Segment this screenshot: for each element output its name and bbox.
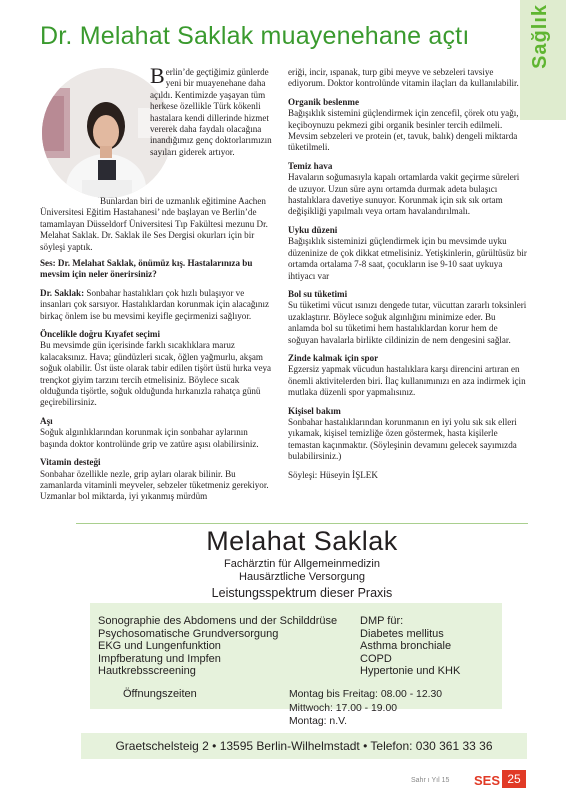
service-item: Psychosomatische Grundversorgung	[98, 627, 279, 640]
section-heading: Aşı	[40, 415, 53, 426]
ad-spectrum-heading: Leistungsspektrum dieser Praxis	[211, 586, 393, 600]
service-item: Hautkrebsscreening	[98, 665, 196, 678]
section-text: Bu mevsimde gün içerisinde farklı sıcaklıklara maruz kalacaksınız. Hava; gündüzleri sıcak, öğlen yağmurlu, akşam soğuk olabilir. Üst üste olarak tabir edilen tişört üstü hırka veya trençkot giyim tarzını tercih etmelisiniz. Böylece sıcak olduğunda tişörtle, soğuk olduğunda hırkanızla rahatça günü geçirebilirsiniz.	[40, 340, 272, 408]
left-column	[40, 258, 275, 510]
answer-text: Sonbahar hastalıkları çok hızlı bulaşıyor ve insanları çok sarsıyor. Hastalıklardan korunmak için alacağınız birkaç önlem ise bu mevsimi keyifle geçirmenizi sağlıyor.	[40, 287, 270, 321]
service-item: Sonographie des Abdomens und der Schilddrüse	[98, 615, 338, 627]
service-item: EKG und Lungenfunktion	[98, 640, 221, 653]
address-bar	[81, 733, 527, 759]
section-text: Su tüketimi vücut ısınızı dengede tutar, vücuttan zararlı toksinleri uzaklaştırır. Böylece soğuk algınlığını minimize eder. Bu anlamda bol su tüketimi hem hastalıklardan korur hem de soğuyan havalarla birlikte cildinizin de nem dengesini sağlar.	[288, 300, 527, 345]
intro-text: erlin’de geçtiğimiz günlerde yeni bir muayenehane daha açıldı. Kentimizde yaşayan tüm herkese özellikle Türk kökenli hastalara kendi dillerinde hizmet vererek daha faydalı olacağına inandığımız genç doktorlarımızın sayıları giderek artıyor.	[150, 67, 272, 157]
section-text: Egzersiz yapmak vücudun hastalıklara karşı direncini artıran en önemli aktivitelerden biri. İlaç kullanımınızı en aza indirmek için mutlaka düzenli spor yapmalısınız.	[288, 364, 526, 398]
section-heading: Organik beslenme	[288, 96, 359, 107]
service-item: DMP für:	[360, 615, 404, 627]
practice-address: Graetschelsteig 2 • 13595 Berlin-Wilhelmstadt • Telefon: 030 361 33 36	[115, 739, 493, 753]
section-heading: Zinde kalmak için spor	[288, 352, 379, 363]
section-heading: Uyku düzeni	[288, 224, 338, 235]
continuation-text: eriği, incir, ıspanak, turp gibi meyve ve sebzeleri tavsiye ediyorum. Doktor kontrolünde vitamin ilaçları da kullanılabilir.	[288, 67, 519, 89]
section-text: Bağışıklık sistemini güçlendirmek için zencefil, çörek otu yağı, keçiboynuzu pekmezi gibi organik besinler tercih edilmeli. Mevsim sebzeleri ve protein (et, tavuk, balık) dengeli miktarda tüketilmeli.	[288, 108, 519, 153]
section-heading: Bol su tüketimi	[288, 288, 348, 299]
dropcap: B	[150, 63, 165, 88]
hours-entry: Montag: n.V.	[289, 716, 347, 728]
opening-hours-list	[289, 688, 442, 729]
section-heading: Öncelikle doğru Kıyafet seçimi	[40, 329, 160, 340]
services-right	[360, 615, 460, 678]
service-item: Asthma bronchiale	[360, 640, 452, 653]
magazine-issue: Sahr ı Yıl 15	[411, 777, 450, 784]
page-number: 25	[502, 770, 526, 788]
section-text: Havaların soğumasıyla kapalı ortamlarda vakit geçirme süreleri de uzuyor. Uzun süre aynı ortamda durmak adeta bulaşıcı hastalıklara davetiye sunuyor. Korunmak için sık sık ortam değişikliği yapılmalı veya ortam havalandırılmalı.	[288, 172, 520, 217]
section-text: Soğuk algınlıklarından korunmak için sonbahar aylarının başında doktor kontrolünde grip ve zatüre aşısı olabilirsiniz.	[40, 427, 259, 449]
section-heading: Temiz hava	[288, 160, 333, 171]
hours-entry: Mittwoch: 17.00 - 19.00	[289, 702, 398, 714]
services-left	[98, 615, 337, 678]
section-text: Sonbahar hastalıklarından korunmanın en iyi yolu sık sık elleri yıkamak, kişisel temizliğe özen göstermek, hasta kişilerle temastan kaçınmaktır. (Söyleşinin devamını gelecek sayımızda bulabilirsiniz.)	[288, 416, 517, 462]
ad-specialty: Fachärztin für Allgemeinmedizin	[224, 558, 380, 570]
interview-answer	[40, 288, 275, 322]
section-text: Sonbahar özellikle nezle, grip ayları olarak bilinir. Bu zamanlarda vitaminli meyveler, sebzeler tüketmeniz gerekiyor. Uzmanlar bol miktarda, iyi yıkanmış mürdüm	[40, 468, 269, 502]
service-item: Hypertonie und KHK	[360, 665, 461, 678]
headline: Dr. Melahat Saklak muayenehane açtı	[40, 22, 470, 50]
ad-doctor-name: Melahat Saklak	[206, 526, 398, 556]
section-label: Sağlık	[529, 4, 551, 69]
service-item: Diabetes mellitus	[360, 627, 444, 640]
intro-rest-text: Bunlardan biri de uzmanlık eğitimine Aachen Üniversitesi Eğitim Hastahanesi’ nde başlayan ve Berlin’de tamamlayan Düsseldorf Üniversitesi Tıp Fakültesi mezunu Dr. Melahat Saklak. Dr. Saklak ile Ses Dergisi okurları için bir söyleşi yaptık.	[40, 196, 268, 252]
intro-paragraph	[150, 63, 275, 158]
hours-entry: Montag bis Freitag: 08.00 - 12.30	[289, 689, 443, 700]
section-text: Bağışıklık sisteminizi güçlendirmek için bu mevsimde uyku düzeninize de çok dikkat etmelisiniz. Yetişkinlerin, gürültüsüz bir ortamda ortalama 7-8 saat, çocukların ise 9-10 saat uykuya ihtiyacı var	[288, 236, 527, 281]
magazine-logo: SES	[474, 773, 501, 788]
interview-credit: Söyleşi: Hüseyin İŞLEK	[288, 469, 378, 480]
service-item: COPD	[360, 652, 392, 665]
opening-hours-label: Öffnungszeiten	[123, 688, 197, 700]
answer-label: Dr. Saklak:	[40, 287, 85, 298]
intro-rest	[40, 196, 275, 260]
right-column	[288, 67, 528, 488]
ad-care-type: Hausärztliche Versorgung	[239, 571, 365, 583]
service-item: Impfberatung und Impfen	[98, 652, 221, 665]
interview-question: Ses: Dr. Melahat Saklak, önümüz kış. Hastalarınıza bu mevsim için neler önerirsiniz?	[40, 258, 253, 280]
section-heading: Vitamin desteği	[40, 457, 101, 468]
section-heading: Kişisel bakım	[288, 405, 341, 416]
